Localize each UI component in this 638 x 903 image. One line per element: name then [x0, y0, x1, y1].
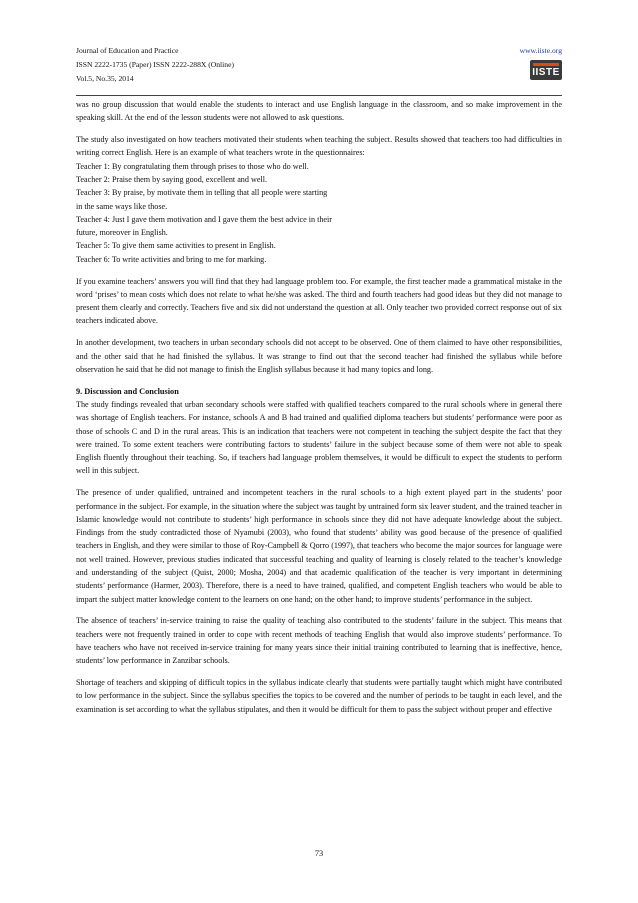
paragraph-6: The presence of under qualified, untrained and incompetent teachers in the rural schools to a high extent played part in the students’ poor performance in the subject. For example, in the situation where the subject was taught by untrained form six leaver student, and the trained teacher in Islamic knowledge would not contribute to students’ high performance in schools since they did not have adequate knowledge about the subject. Findings from the study contradicted those of Nyamubi (2003), who found that students’ ability was good because of the presence of qualified teachers in English, and they were similar to those of Roy-Campbell & Qorro (1997), that teachers who become the major sources for language were not well trained. However, previous studies indicated that successful teaching and quality of learning is closely related to the teacher’s knowledge and understanding of the subject (Quist, 2000; Mosha, 2004) and that academic qualification of the teacher is very important in determining students’ performance (Harmer, 2003). Therefore, there is a need to have trained, qualified, and competent English teachers who would be able to impart the subject matter knowledge content to the learners on one hand; on the other hand; to improve students’ performance in the subject. [76, 488, 562, 604]
journal-name: Journal of Education and Practice [76, 46, 179, 55]
teacher-response: Teacher 3: By praise, by motivate them in telling that all people were starting [76, 188, 328, 198]
issn-line: ISSN 2222-1735 (Paper) ISSN 2222-288X (Online) [76, 60, 234, 69]
header-right [520, 44, 562, 58]
teacher-response: Teacher 5: To give them same activities to present in English. [76, 241, 276, 251]
iiste-logo [530, 60, 562, 80]
teacher-response: Teacher 1: By congratulating them through prises to those who do well. [76, 161, 309, 171]
paragraph-7: The absence of teachers’ in-service training to raise the quality of teaching also contributed to the students’ failure in the subject. This means that teachers were not frequently trained in order to cope with recent methods of teaching English that would also improve students’ performance. To have teachers who have not received in-service training for many years since their initial training contributed to learning that is ineffective, hence, students’ low performance in Zanzibar schools. [76, 616, 562, 666]
teacher-response: Teacher 4: Just I gave them motivation and I gave them the best advice in their [76, 214, 332, 224]
page-number: 73 [314, 849, 324, 858]
teacher-response: Teacher 6: To write activities and bring to me for marking. [76, 254, 267, 264]
paragraph-4: In another development, two teachers in urban secondary schools did not accept to be observed. One of them claimed to have other responsibilities, and the other said that he had finished the syllabus. It was strange to find out that the second teacher had finished the syllabus while before observation he said that he did not manage to finish the English syllabus because it had many topics and long. [76, 338, 562, 374]
page-header [76, 44, 562, 86]
paragraph-5: The study findings revealed that urban secondary schools were staffed with qualified teachers compared to the rural schools where in general there was shortage of English teachers. For instance, schools A and B had trained and qualified diploma teachers but students’ performance were poor as those of schools C and D in the rural areas. This is an indication that teachers were not competent in teaching the subject despite the fact that they were trained. To some extent teachers were contributing factors to students’ failure in the subject because some of them were not able to speak English fluently throughout their teaching. So, if teachers had language problem themselves, it would be difficult to expect the students to perform well in this subject. [76, 399, 562, 476]
header-divider [76, 95, 562, 96]
teacher-responses [76, 160, 562, 266]
logo-text: IISTE [532, 67, 560, 78]
paragraph-3: If you examine teachers’ answers you will find that they had language problem too. For example, the first teacher made a grammatical mistake in the word ‘prises’ to mean costs which does not relate to what he/she was asked. The third and fourth teachers had good ideas but they did not manage to present them clearly and correctly. Teachers five and six did not understand the question at all. Only teacher two provided correct response out of six teachers indicated above. [76, 276, 562, 326]
teacher-response: future, moreover in English. [76, 228, 168, 238]
article-body [76, 98, 562, 724]
teacher-response: Teacher 2: Praise them by saying good, excellent and well. [76, 174, 267, 184]
paragraph-2 [76, 133, 562, 266]
teacher-response: in the same ways like those. [76, 201, 168, 211]
paragraph-1: was no group discussion that would enable the students to interact and use English language in the classroom, and so make improvement in the speaking skill. At the end of the lesson students were not allowed to ask questions. [76, 100, 562, 123]
section-heading: 9. Discussion and Conclusion [76, 386, 179, 396]
volume-line: Vol.5, No.35, 2014 [76, 74, 134, 83]
journal-info [76, 44, 562, 86]
paragraph-8: Shortage of teachers and skipping of difficult topics in the syllabus indicate clearly that students were partially taught which might have contributed to low performance in the subject. Since the syllabus specifies the topics to be covered and the number of periods to be taught in each level, and the examination is set according to what the syllabus stipulates, and then it would be difficult for them to pass the subject without proper and effective [76, 678, 562, 714]
journal-url-link[interactable]: www.iiste.org [519, 46, 562, 55]
questionnaire-intro: The study also investigated on how teachers motivated their students when teaching the subject. Results showed that teachers too had difficulties in writing correct English. Here is an example of what teachers wrote in the questionnaires: [76, 135, 562, 158]
